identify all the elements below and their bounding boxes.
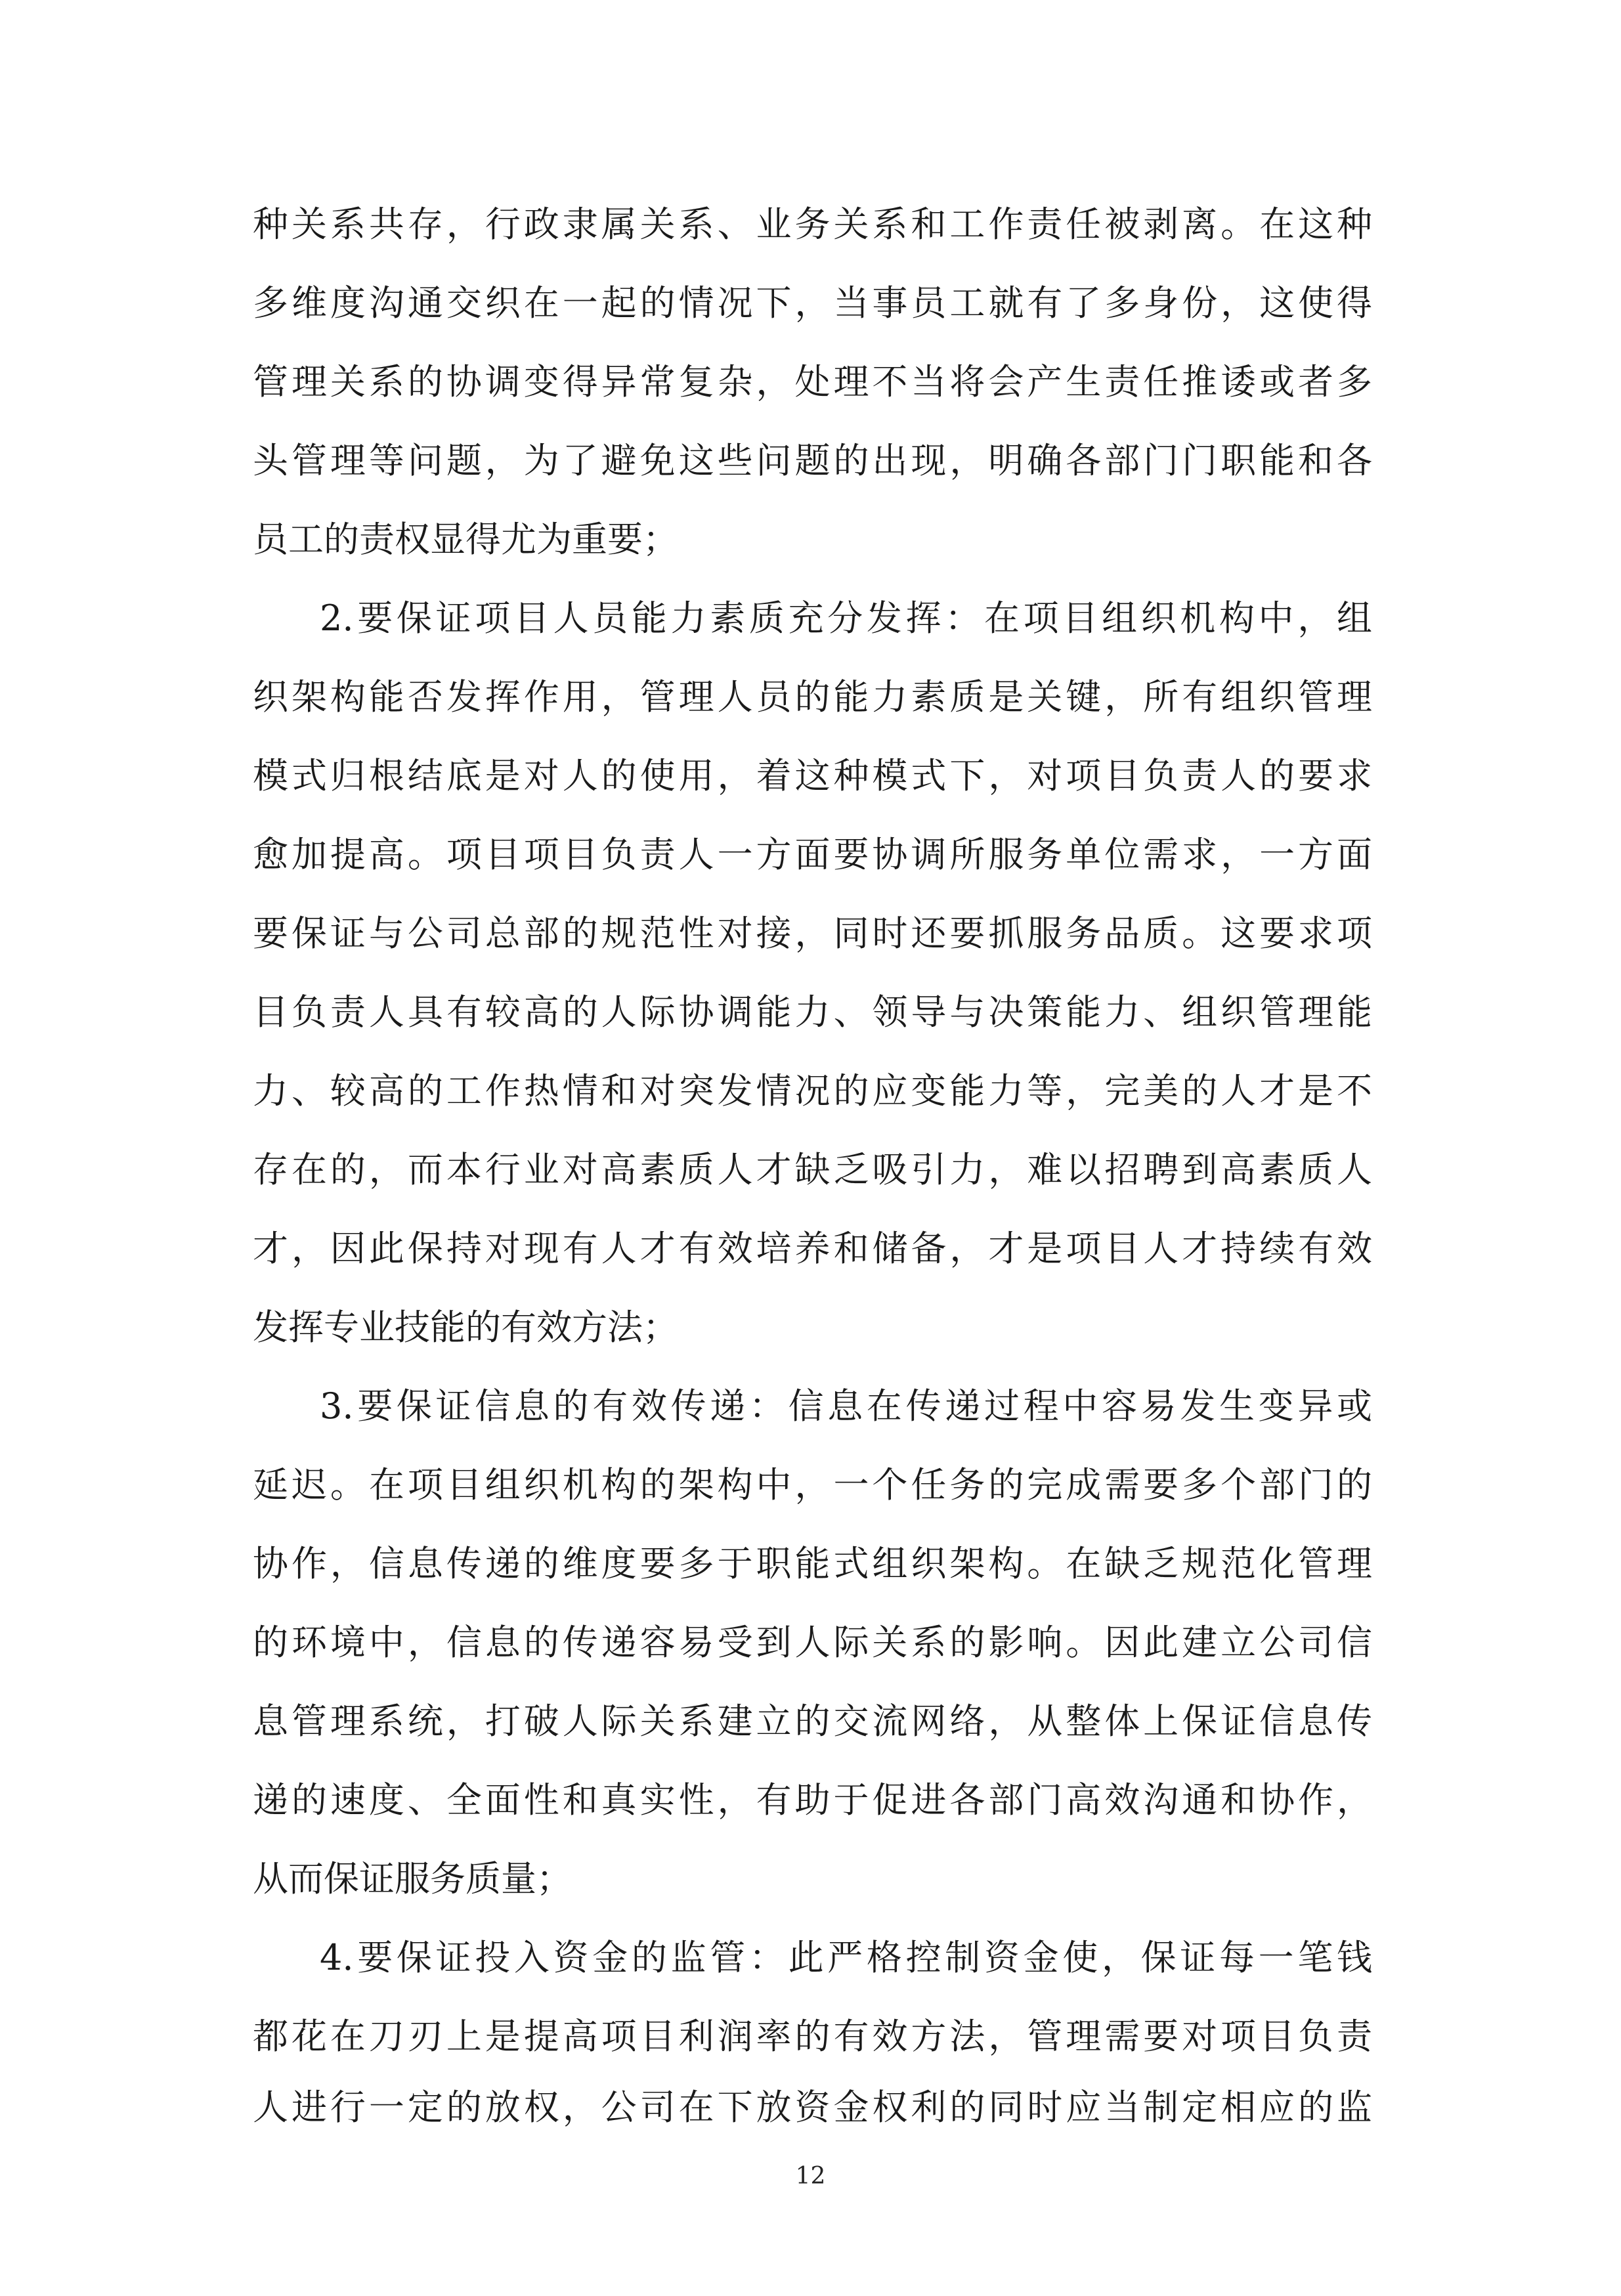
text-line: 4.要保证投入资金的监管：此严格控制资金使，保证每一笔钱 — [320, 1937, 1372, 1978]
text-line: 多维度沟通交织在一起的情况下，当事员工就有了多身份，这使得 — [253, 282, 1372, 324]
text-line: 种关系共存，行政隶属关系、业务关系和工作责任被剥离。在这种 — [253, 204, 1372, 245]
text-line: 模式归根结底是对人的使用，着这种模式下，对项目负责人的要求 — [253, 755, 1372, 796]
text-line: 息管理系统，打破人际关系建立的交流网络，从整体上保证信息传 — [253, 1700, 1372, 1742]
text-line: 都花在刀刃上是提高项目利润率的有效方法，管理需要对项目负责 — [253, 2016, 1372, 2057]
text-line: 织架构能否发挥作用，管理人员的能力素质是关键，所有组织管理 — [253, 676, 1372, 718]
text-line: 愈加提高。项目项目负责人一方面要协调所服务单位需求，一方面 — [253, 834, 1372, 875]
text-line: 发挥专业技能的有效方法； — [253, 1307, 678, 1348]
text-line: 要保证与公司总部的规范性对接，同时还要抓服务品质。这要求项 — [253, 913, 1372, 954]
text-line: 头管理等问题，为了避免这些问题的出现，明确各部门门职能和各 — [253, 440, 1372, 481]
text-line: 目负责人具有较高的人际协调能力、领导与决策能力、组织管理能 — [253, 991, 1372, 1033]
text-line: 延迟。在项目组织机构的架构中，一个任务的完成需要多个部门的 — [253, 1464, 1372, 1505]
text-line: 3.要保证信息的有效传递：信息在传递过程中容易发生变异或 — [320, 1385, 1372, 1427]
text-line: 员工的责权显得尤为重要； — [253, 519, 678, 560]
text-line: 递的速度、全面性和真实性，有助于促进各部门高效沟通和协作， — [253, 1779, 1372, 1821]
text-line: 力、较高的工作热情和对突发情况的应变能力等，完美的人才是不 — [253, 1070, 1372, 1112]
text-line: 协作，信息传递的维度要多于职能式组织架构。在缺乏规范化管理 — [253, 1543, 1372, 1584]
text-line: 的环境中，信息的传递容易受到人际关系的影响。因此建立公司信 — [253, 1622, 1372, 1663]
page-number: 12 — [795, 2163, 826, 2190]
text-line: 存在的，而本行业对高素质人才缺乏吸引力，难以招聘到高素质人 — [253, 1149, 1372, 1190]
text-line: 从而保证服务质量； — [253, 1858, 572, 1899]
text-line: 管理关系的协调变得异常复杂，处理不当将会产生责任推诿或者多 — [253, 361, 1372, 402]
text-line: 人进行一定的放权，公司在下放资金权利的同时应当制定相应的监 — [253, 2087, 1372, 2128]
text-line: 2.要保证项目人员能力素质充分发挥：在项目组织机构中，组 — [320, 597, 1372, 639]
text-line: 才，因此保持对现有人才有效培养和储备，才是项目人才持续有效 — [253, 1228, 1372, 1269]
